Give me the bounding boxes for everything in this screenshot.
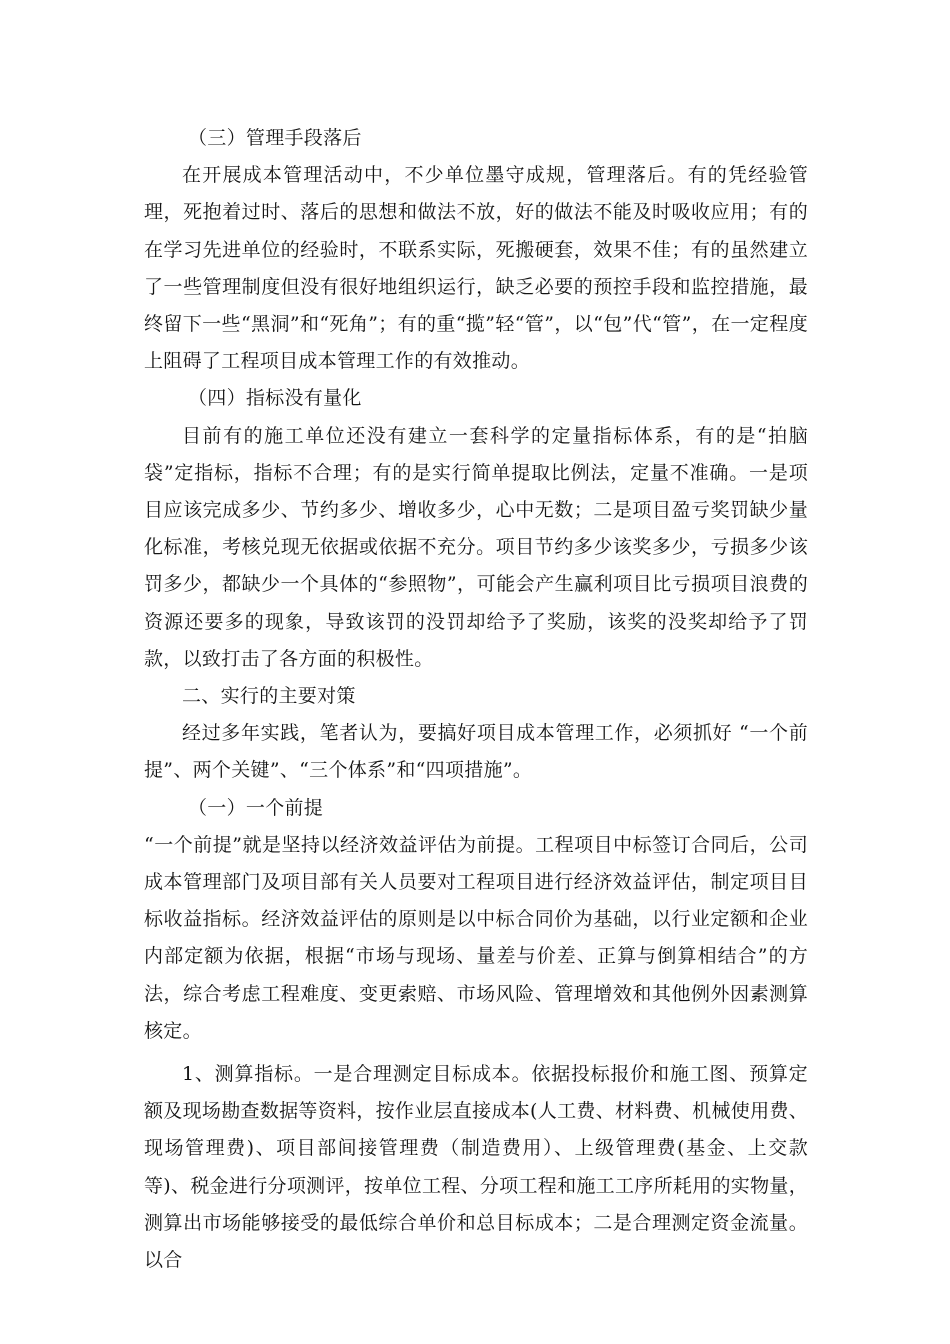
paragraph-one-premise: “一个前提”就是坚持以经济效益评估为前提。工程项目中标签订合同后，公司成本管理部门及项目部有关人员要对工程项目进行经济效益评估，制定项目目标收益指标。经济效益评估的原则是以中标合同价为基础，以行业定额和企业内部定额为依据，根据“市场与现场、量差与价差、正算与倒算相结合”的方法，综合考虑工程难度、变更索赔、市场风险、管理增效和其他例外因素测算核定。 <box>144 833 808 1042</box>
paragraph-indicators: 目前有的施工单位还没有建立一套科学的定量指标体系，有的是“拍脑袋”定指标，指标不合理；有的是实行简单提取比例法，定量不准确。一是项目应该完成多少、节约多少、增收多少，心中无数；二是项目盈亏奖罚缺少量化标准，考核兑现无依据或依据不充分。项目节约多少该奖多少，亏损多少该罚多少，都缺少一个具体的“参照物”，可能会产生赢利项目比亏损项目浪费的资源还要多的现象，导致该罚的没罚却给予了奖励，该奖的没奖却给予了罚款，以致打击了各方面的积极性。 <box>144 424 808 670</box>
section-heading-management-means: （三）管理手段落后 <box>188 127 362 149</box>
paragraph-calculation-indicators: 1、测算指标。一是合理测定目标成本。依据投标报价和施工图、预算定额及现场勘查数据等资料，按作业层直接成本(人工费、材料费、机械使用费、现场管理费)、项目部间接管理费（制造费用）、上级管理费(基金、上交款等)、税金进行分项测评，按单位工程、分项工程和施工工序所耗用的实物量，测算出市场能够接受的最低综合单价和总目标成本；二是合理测定资金流量。以合 <box>144 1063 808 1272</box>
paragraph-countermeasures-intro: 经过多年实践，笔者认为，要搞好项目成本管理工作，必须抓好 “一个前提”、两个关键”、“三个体系”和“四项措施”。 <box>144 722 808 782</box>
section-heading-countermeasures: 二、实行的主要对策 <box>182 685 356 708</box>
section-heading-one-premise: （一）一个前提 <box>188 796 324 819</box>
section-heading-indicators: （四）指标没有量化 <box>188 387 362 410</box>
paragraph-management-means: 在开展成本管理活动中，不少单位墨守成规，管理落后。有的凭经验管理，死抱着过时、落后的思想和做法不放，好的做法不能及时吸收应用；有的在学习先进单位的经验时，不联系实际，死搬硬套，效果不佳；有的虽然建立了一些管理制度但没有很好地组织运行，缺乏必要的预控手段和监控措施，最终留下一些“黑洞”和“死角”；有的重“揽”轻“管”，以“包”代“管”，在一定程度上阻碍了工程项目成本管理工作的有效推动。 <box>144 164 808 373</box>
document-body <box>144 120 808 1279</box>
